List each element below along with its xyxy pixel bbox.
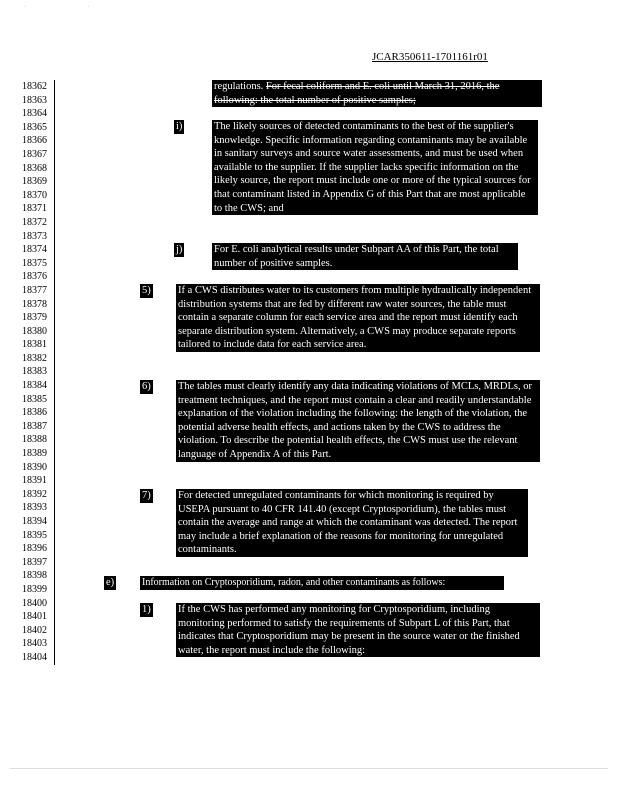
line-number: 18393 bbox=[22, 502, 47, 514]
line-number: 18374 bbox=[22, 244, 47, 256]
item-5-label: 5) bbox=[142, 285, 151, 296]
line-number: 18395 bbox=[22, 529, 47, 541]
line-number: 18369 bbox=[22, 176, 47, 188]
item-5-paragraph: If a CWS distributes water to its customers from multiple hydraulically independent distribution systems that are fed by different raw water sources, the table must contain a separate column for each service area and the report must identify each separate distribution system. Alternatively, a CWS may produce separate reports tailored to include data for each service area. bbox=[176, 284, 540, 352]
line-number: 18399 bbox=[22, 583, 47, 595]
line-number: 18398 bbox=[22, 570, 47, 582]
line-number: 18362 bbox=[22, 81, 47, 92]
line-number: 18384 bbox=[22, 380, 47, 392]
line-number: 18402 bbox=[22, 624, 47, 636]
item-j-label: j) bbox=[176, 244, 183, 255]
line-number: 18380 bbox=[22, 325, 47, 337]
item-7-paragraph: For detected unregulated contaminants for which monitoring is required by USEPA pursuant to 40 CFR 141.40 (except Cryptosporidium), the tables must contain the average and range at which the contaminant was detected. The report may include a brief explanation of the reasons for monitoring for unregulated contaminants. bbox=[176, 489, 528, 557]
item-1-paragraph: If the CWS has performed any monitoring for Cryptosporidium, including monitoring performed to satisfy the requirements of Subpart L of this Part, that indicates that Cryptosporidium may be present in the source water or the finished water, the report must include the following: bbox=[176, 603, 540, 657]
line-number: 18387 bbox=[22, 420, 47, 432]
line-number: 18381 bbox=[22, 339, 47, 351]
line-number: 18377 bbox=[22, 284, 47, 296]
line-number: 18376 bbox=[22, 271, 47, 283]
top-prefix: regulations. bbox=[214, 81, 264, 92]
line-number: 18385 bbox=[22, 393, 47, 405]
line-number: 18396 bbox=[22, 543, 47, 555]
item-e-paragraph: Information on Cryptosporidium, radon, and other contaminants as follows: bbox=[140, 576, 504, 590]
item-6-label: 6) bbox=[142, 381, 151, 392]
item-7-label: 7) bbox=[142, 490, 151, 501]
line-number: 18397 bbox=[22, 556, 47, 568]
item-i-label: i) bbox=[176, 121, 183, 132]
line-number: 18388 bbox=[22, 434, 47, 446]
document-id-header: JCAR350611-1701161r01 bbox=[372, 51, 488, 63]
line-number: 18391 bbox=[22, 475, 47, 487]
line-number-column bbox=[22, 80, 55, 665]
item-1-label: 1) bbox=[142, 604, 151, 615]
item-e-label: e) bbox=[106, 577, 115, 588]
line-number: 18404 bbox=[22, 651, 47, 663]
line-number: 18400 bbox=[22, 597, 47, 609]
top-paragraph bbox=[212, 80, 542, 107]
line-number: 18386 bbox=[22, 407, 47, 419]
line-number: 18367 bbox=[22, 148, 47, 160]
item-i-paragraph: The likely sources of detected contaminants to the best of the supplier's knowledge. Specific information regarding contaminants may be available in sanitary surveys and source water assessments, and must be used when available to the supplier. If the supplier lacks specific information on the likely source, the report must include one or more of the typical sources for that contaminant listed in Appendix G of this Part that are most applicable to the CWS; and bbox=[212, 120, 538, 215]
item-6-paragraph: The tables must clearly identify any data indicating violations of MCLs, MRDLs, or treatment techniques, and the report must contain a clear and readily understandable explanation of the violation including the following: the length of the violation, the potential adverse health effects, and actions taken by the CWS to address the violation. To describe the potential health effects, the CWS must use the relevant language of Appendix A of this Part. bbox=[176, 380, 540, 462]
line-number: 18366 bbox=[22, 135, 47, 147]
line-number: 18401 bbox=[22, 611, 47, 623]
line-number: 18379 bbox=[22, 312, 47, 324]
page-bottom-rule bbox=[10, 768, 608, 769]
scan-marks: · · bbox=[24, 4, 120, 10]
line-number: 18375 bbox=[22, 257, 47, 269]
line-number: 18363 bbox=[22, 94, 47, 106]
line-number: 18382 bbox=[22, 352, 47, 364]
line-number: 18368 bbox=[22, 162, 47, 174]
line-number: 18371 bbox=[22, 203, 47, 215]
line-number: 18383 bbox=[22, 366, 47, 378]
item-j-paragraph: For E. coli analytical results under Subpart AA of this Part, the total number of positive samples. bbox=[212, 243, 518, 270]
line-number: 18373 bbox=[22, 230, 47, 242]
line-number: 18370 bbox=[22, 189, 47, 201]
line-number: 18389 bbox=[22, 448, 47, 460]
line-number: 18364 bbox=[22, 108, 47, 120]
line-number: 18372 bbox=[22, 216, 47, 228]
top-strike-text: For fecal coliform and E. coli until March 31, 2016, the following: the total number of positive samples; bbox=[214, 81, 500, 106]
line-number: 18392 bbox=[22, 488, 47, 500]
line-number: 18390 bbox=[22, 461, 47, 473]
line-number: 18378 bbox=[22, 298, 47, 310]
line-number: 18394 bbox=[22, 516, 47, 527]
line-number: 18403 bbox=[22, 638, 47, 650]
line-number: 18365 bbox=[22, 121, 47, 133]
